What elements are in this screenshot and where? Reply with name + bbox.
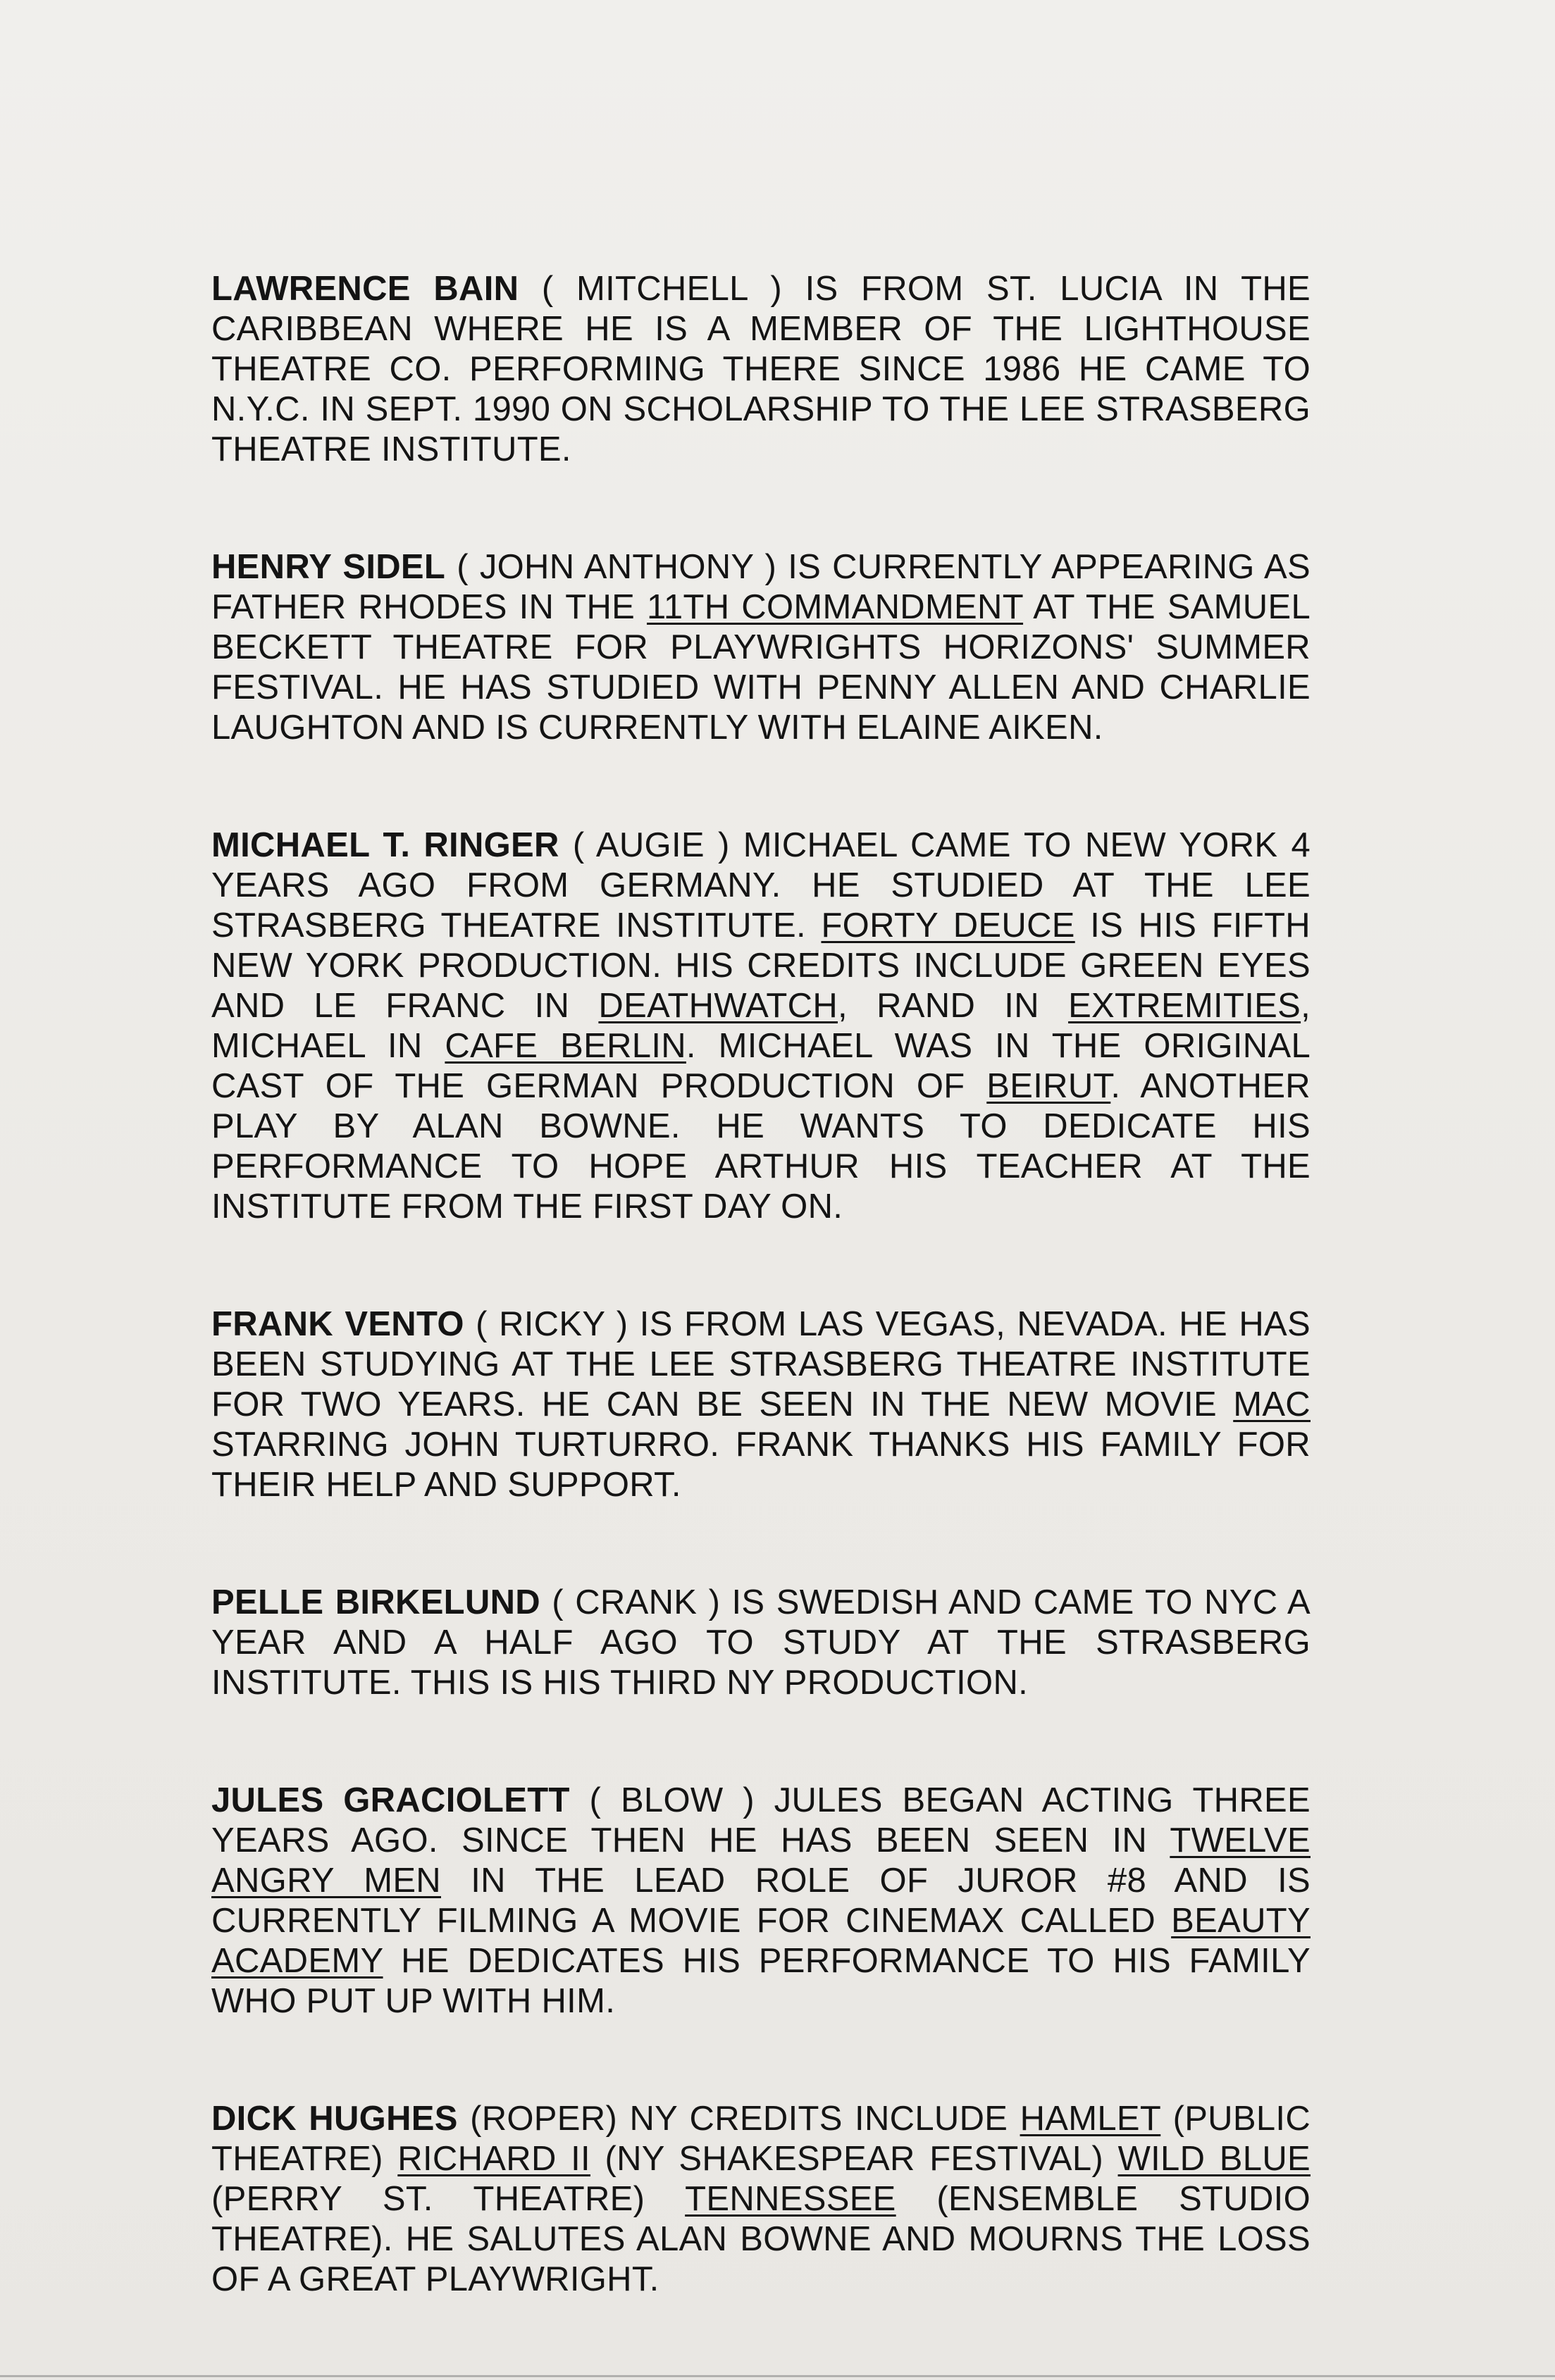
actor-name: JULES GRACIOLETT bbox=[211, 1781, 570, 1819]
character-role: (ROPER) bbox=[470, 2100, 618, 2138]
character-role: ( CRANK ) bbox=[552, 1583, 721, 1621]
bio-text: MICHAEL CAME TO NEW YORK 4 YEARS AGO FROM GERMANY. HE STUDIED AT THE LEE STRASBERG THEATRE INSTITUTE. bbox=[211, 826, 1311, 945]
production-title: HAMLET bbox=[1020, 2100, 1161, 2138]
actor-name: MICHAEL T. RINGER bbox=[211, 826, 559, 864]
bio-text: AT THE SAMUEL BECKETT THEATRE FOR PLAYWRIGHTS HORIZONS' SUMMER FESTIVAL. HE HAS STUDIED WITH PENNY ALLEN AND CHARLIE LAUGHTON AND IS CURRENTLY WITH ELAINE AIKEN. bbox=[211, 588, 1311, 747]
page-edge-rule bbox=[0, 2375, 1555, 2377]
character-role: ( JOHN ANTHONY ) bbox=[457, 548, 777, 586]
character-role: ( BLOW ) bbox=[589, 1781, 755, 1819]
bio-text: IS FROM LAS VEGAS, NEVADA. HE HAS BEEN STUDYING AT THE LEE STRASBERG THEATRE INSTITUTE FOR TWO YEARS. HE CAN BE SEEN IN THE NEW MOVIE bbox=[211, 1305, 1311, 1423]
bio-text: STARRING JOHN TURTURRO. FRANK THANKS HIS FAMILY FOR THEIR HELP AND SUPPORT. bbox=[211, 1426, 1311, 1504]
production-title: EXTREMITIES bbox=[1068, 987, 1301, 1025]
production-title: MAC bbox=[1233, 1385, 1311, 1423]
cast-bio bbox=[211, 1583, 1311, 1703]
cast-bio bbox=[211, 547, 1311, 748]
bio-text: (PERRY ST. THEATRE) bbox=[211, 2180, 686, 2218]
actor-name: HENRY SIDEL bbox=[211, 548, 446, 586]
production-title: BEIRUT bbox=[986, 1067, 1111, 1105]
cast-bio bbox=[211, 269, 1311, 470]
production-title: WILD BLUE bbox=[1117, 2140, 1311, 2178]
cast-bio bbox=[211, 825, 1311, 1227]
cast-bios bbox=[211, 269, 1311, 2300]
bio-text: IS SWEDISH AND CAME TO NYC A YEAR AND A HALF AGO TO STUDY AT THE STRASBERG INSTITUTE. THIS IS HIS THIRD NY PRODUCTION. bbox=[211, 1583, 1311, 1702]
production-title: CAFE BERLIN bbox=[445, 1027, 686, 1065]
character-role: ( AUGIE ) bbox=[572, 826, 730, 864]
bio-text: , RAND IN bbox=[838, 987, 1069, 1025]
bio-text: (ENSEMBLE STUDIO THEATRE). HE SALUTES ALAN BOWNE AND MOURNS THE LOSS OF A GREAT PLAYWRIGHT. bbox=[211, 2180, 1311, 2298]
bio-text: . MICHAEL WAS IN THE ORIGINAL CAST OF THE GERMAN PRODUCTION OF bbox=[211, 1027, 1311, 1105]
production-title: RICHARD II bbox=[397, 2140, 590, 2178]
character-role: ( MITCHELL ) bbox=[541, 270, 783, 308]
production-title: DEATHWATCH bbox=[598, 987, 838, 1025]
production-title: 11TH COMMANDMENT bbox=[647, 588, 1024, 626]
cast-bio bbox=[211, 1781, 1311, 2021]
bio-text: NY CREDITS INCLUDE bbox=[629, 2100, 1020, 2138]
actor-name: LAWRENCE BAIN bbox=[211, 270, 519, 308]
bio-text: HE DEDICATES HIS PERFORMANCE TO HIS FAMILY WHO PUT UP WITH HIM. bbox=[211, 1942, 1311, 2020]
bio-text: IN THE LEAD ROLE OF JUROR #8 AND IS CURRENTLY FILMING A MOVIE FOR CINEMAX CALLED bbox=[211, 1862, 1311, 1940]
bio-text: (NY SHAKESPEAR FESTIVAL) bbox=[590, 2140, 1118, 2178]
bio-text: IS CURRENTLY APPEARING AS FATHER RHODES IN THE bbox=[211, 548, 1311, 626]
production-title: FORTY DEUCE bbox=[821, 906, 1075, 945]
cast-bio bbox=[211, 1304, 1311, 1505]
character-role: ( RICKY ) bbox=[476, 1305, 628, 1343]
production-title: BEAUTY ACADEMY bbox=[211, 1902, 1311, 1980]
actor-name: FRANK VENTO bbox=[211, 1305, 464, 1343]
production-title: TWELVE ANGRY MEN bbox=[211, 1821, 1311, 1900]
bio-text: , MICHAEL IN bbox=[211, 987, 1311, 1065]
bio-text: . ANOTHER PLAY BY ALAN BOWNE. HE WANTS TO DEDICATE HIS PERFORMANCE TO HOPE ARTHUR HIS TEACHER AT THE INSTITUTE FROM THE FIRST DAY ON. bbox=[211, 1067, 1311, 1226]
bio-text: JULES BEGAN ACTING THREE YEARS AGO. SINCE THEN HE HAS BEEN SEEN IN bbox=[211, 1781, 1311, 1859]
actor-name: DICK HUGHES bbox=[211, 2100, 458, 2138]
bio-text: IS HIS FIFTH NEW YORK PRODUCTION. HIS CREDITS INCLUDE GREEN EYES AND LE FRANC IN bbox=[211, 906, 1311, 1025]
bio-text: (PUBLIC THEATRE) bbox=[211, 2100, 1311, 2178]
bio-text: IS FROM ST. LUCIA IN THE CARIBBEAN WHERE HE IS A MEMBER OF THE LIGHTHOUSE THEATRE CO. PERFORMING THERE SINCE 1986 HE CAME TO N.Y.C. IN SEPT. 1990 ON SCHOLARSHIP TO THE LEE STRASBERG THEATRE INSTITUTE. bbox=[211, 270, 1311, 468]
cast-bio bbox=[211, 2099, 1311, 2300]
actor-name: PELLE BIRKELUND bbox=[211, 1583, 540, 1621]
production-title: TENNESSEE bbox=[685, 2180, 896, 2218]
